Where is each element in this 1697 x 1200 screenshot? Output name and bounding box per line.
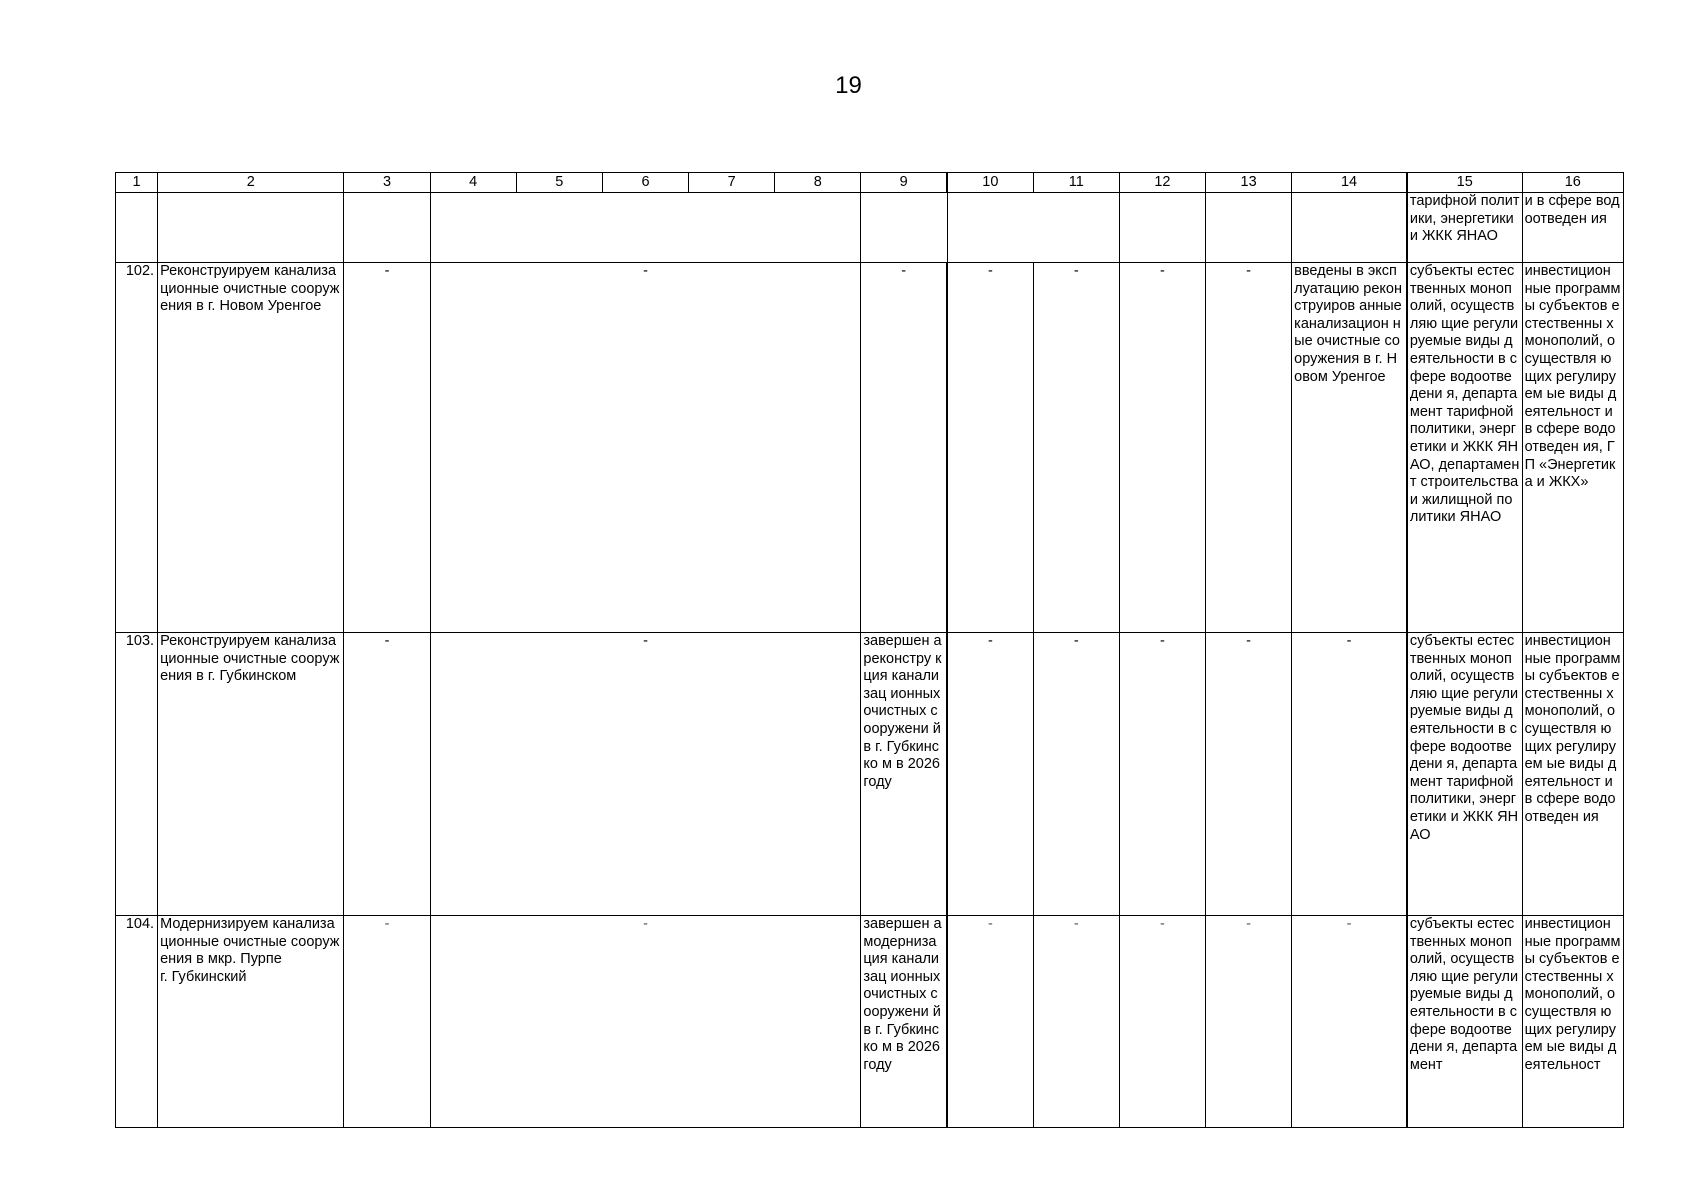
cell-col9: завершен а модерниза ция канализац ионных очистных сооружени й в г. Губкинско м в 2026 году xyxy=(861,916,947,1128)
table-row xyxy=(116,263,1624,633)
cell-source: и в сфере водоотведен ия xyxy=(1522,193,1623,263)
cell-col3: - xyxy=(344,916,430,1128)
cell-result: введены в эксплуатацию реконструиров анные канализацион ные очистные сооружения в г. Новом Уренгое xyxy=(1292,263,1407,633)
cell-empty xyxy=(1119,193,1205,263)
cell-name-line: г. Губкинский xyxy=(160,968,247,985)
cell-number: 102. xyxy=(116,263,158,633)
cell-result: - xyxy=(1292,633,1407,916)
table-row-continued xyxy=(116,193,1624,263)
cell-col4-8: - xyxy=(430,633,861,916)
header-cell: 5 xyxy=(516,173,602,193)
page-number: 19 xyxy=(835,72,862,99)
header-cell: 3 xyxy=(344,173,430,193)
cell-col10: - xyxy=(947,916,1033,1128)
cell-col11: - xyxy=(1033,916,1119,1128)
table-row xyxy=(116,633,1624,916)
cell-empty xyxy=(430,193,861,263)
header-cell: 11 xyxy=(1033,173,1119,193)
cell-empty xyxy=(947,193,1119,263)
cell-responsible: субъекты естественных монополий, осуществляю щие регулируемые виды деятельности в сфере водоотведени я, департамент тарифной политики, энергетики и ЖКК ЯНАО, департамент строительства и жилищной политики ЯНАО xyxy=(1407,263,1522,633)
cell-col3: - xyxy=(344,633,430,916)
cell-responsible: тарифной политики, энергетики и ЖКК ЯНАО xyxy=(1407,193,1522,263)
cell-col12: - xyxy=(1119,263,1205,633)
header-row xyxy=(116,173,1624,193)
cell-source: инвестицион ные программы субъектов естественны х монополий, осуществля ющих регулируем ые виды деятельност xyxy=(1522,916,1623,1128)
cell-empty xyxy=(158,193,344,263)
header-cell: 6 xyxy=(602,173,688,193)
cell-number: 103. xyxy=(116,633,158,916)
cell-col9: завершен а реконстру кция канализац ионных очистных сооружени й в г. Губкинско м в 2026 году xyxy=(861,633,947,916)
header-cell: 10 xyxy=(947,173,1033,193)
header-cell: 8 xyxy=(775,173,861,193)
header-cell: 15 xyxy=(1407,173,1522,193)
data-table xyxy=(115,172,1624,1128)
cell-name: Реконструируем канализационные очистные сооружения в г. Новом Уренгое xyxy=(158,263,344,633)
cell-empty xyxy=(116,193,158,263)
cell-name: Реконструируем канализационные очистные сооружения в г. Губкинском xyxy=(158,633,344,916)
header-cell: 4 xyxy=(430,173,516,193)
cell-result: - xyxy=(1292,916,1407,1128)
cell-col12: - xyxy=(1119,633,1205,916)
cell-name-line: Модернизируем канализационные очистные сооружения в мкр. Пурпе xyxy=(160,916,340,968)
cell-name xyxy=(158,916,344,1128)
cell-col10: - xyxy=(947,263,1033,633)
cell-col13: - xyxy=(1206,916,1292,1128)
header-cell: 2 xyxy=(158,173,344,193)
header-cell: 14 xyxy=(1292,173,1407,193)
cell-responsible: субъекты естественных монополий, осуществляю щие регулируемые виды деятельности в сфере водоотведени я, департамент xyxy=(1407,916,1522,1128)
cell-col4-8: - xyxy=(430,263,861,633)
cell-col11: - xyxy=(1033,263,1119,633)
header-cell: 13 xyxy=(1206,173,1292,193)
cell-responsible: субъекты естественных монополий, осуществляю щие регулируемые виды деятельности в сфере водоотведени я, департамент тарифной политики, энергетики и ЖКК ЯНАО xyxy=(1407,633,1522,916)
cell-col4-8: - xyxy=(430,916,861,1128)
cell-empty xyxy=(344,193,430,263)
cell-col3: - xyxy=(344,263,430,633)
cell-col12: - xyxy=(1119,916,1205,1128)
header-cell: 12 xyxy=(1119,173,1205,193)
cell-number: 104. xyxy=(116,916,158,1128)
cell-col9: - xyxy=(861,263,947,633)
header-cell: 7 xyxy=(689,173,775,193)
cell-col13: - xyxy=(1206,633,1292,916)
cell-empty xyxy=(861,193,947,263)
cell-empty xyxy=(1292,193,1407,263)
cell-col10: - xyxy=(947,633,1033,916)
header-cell: 16 xyxy=(1522,173,1623,193)
cell-col11: - xyxy=(1033,633,1119,916)
cell-source: инвестицион ные программы субъектов естественны х монополий, осуществля ющих регулируем ые виды деятельност и в сфере водоотведен ия, ГП «Энергетика и ЖКХ» xyxy=(1522,263,1623,633)
cell-empty xyxy=(1206,193,1292,263)
cell-source: инвестицион ные программы субъектов естественны х монополий, осуществля ющих регулируем ые виды деятельност и в сфере водоотведен ия xyxy=(1522,633,1623,916)
cell-col13: - xyxy=(1206,263,1292,633)
table-row xyxy=(116,916,1624,1128)
header-cell: 9 xyxy=(861,173,947,193)
header-cell: 1 xyxy=(116,173,158,193)
